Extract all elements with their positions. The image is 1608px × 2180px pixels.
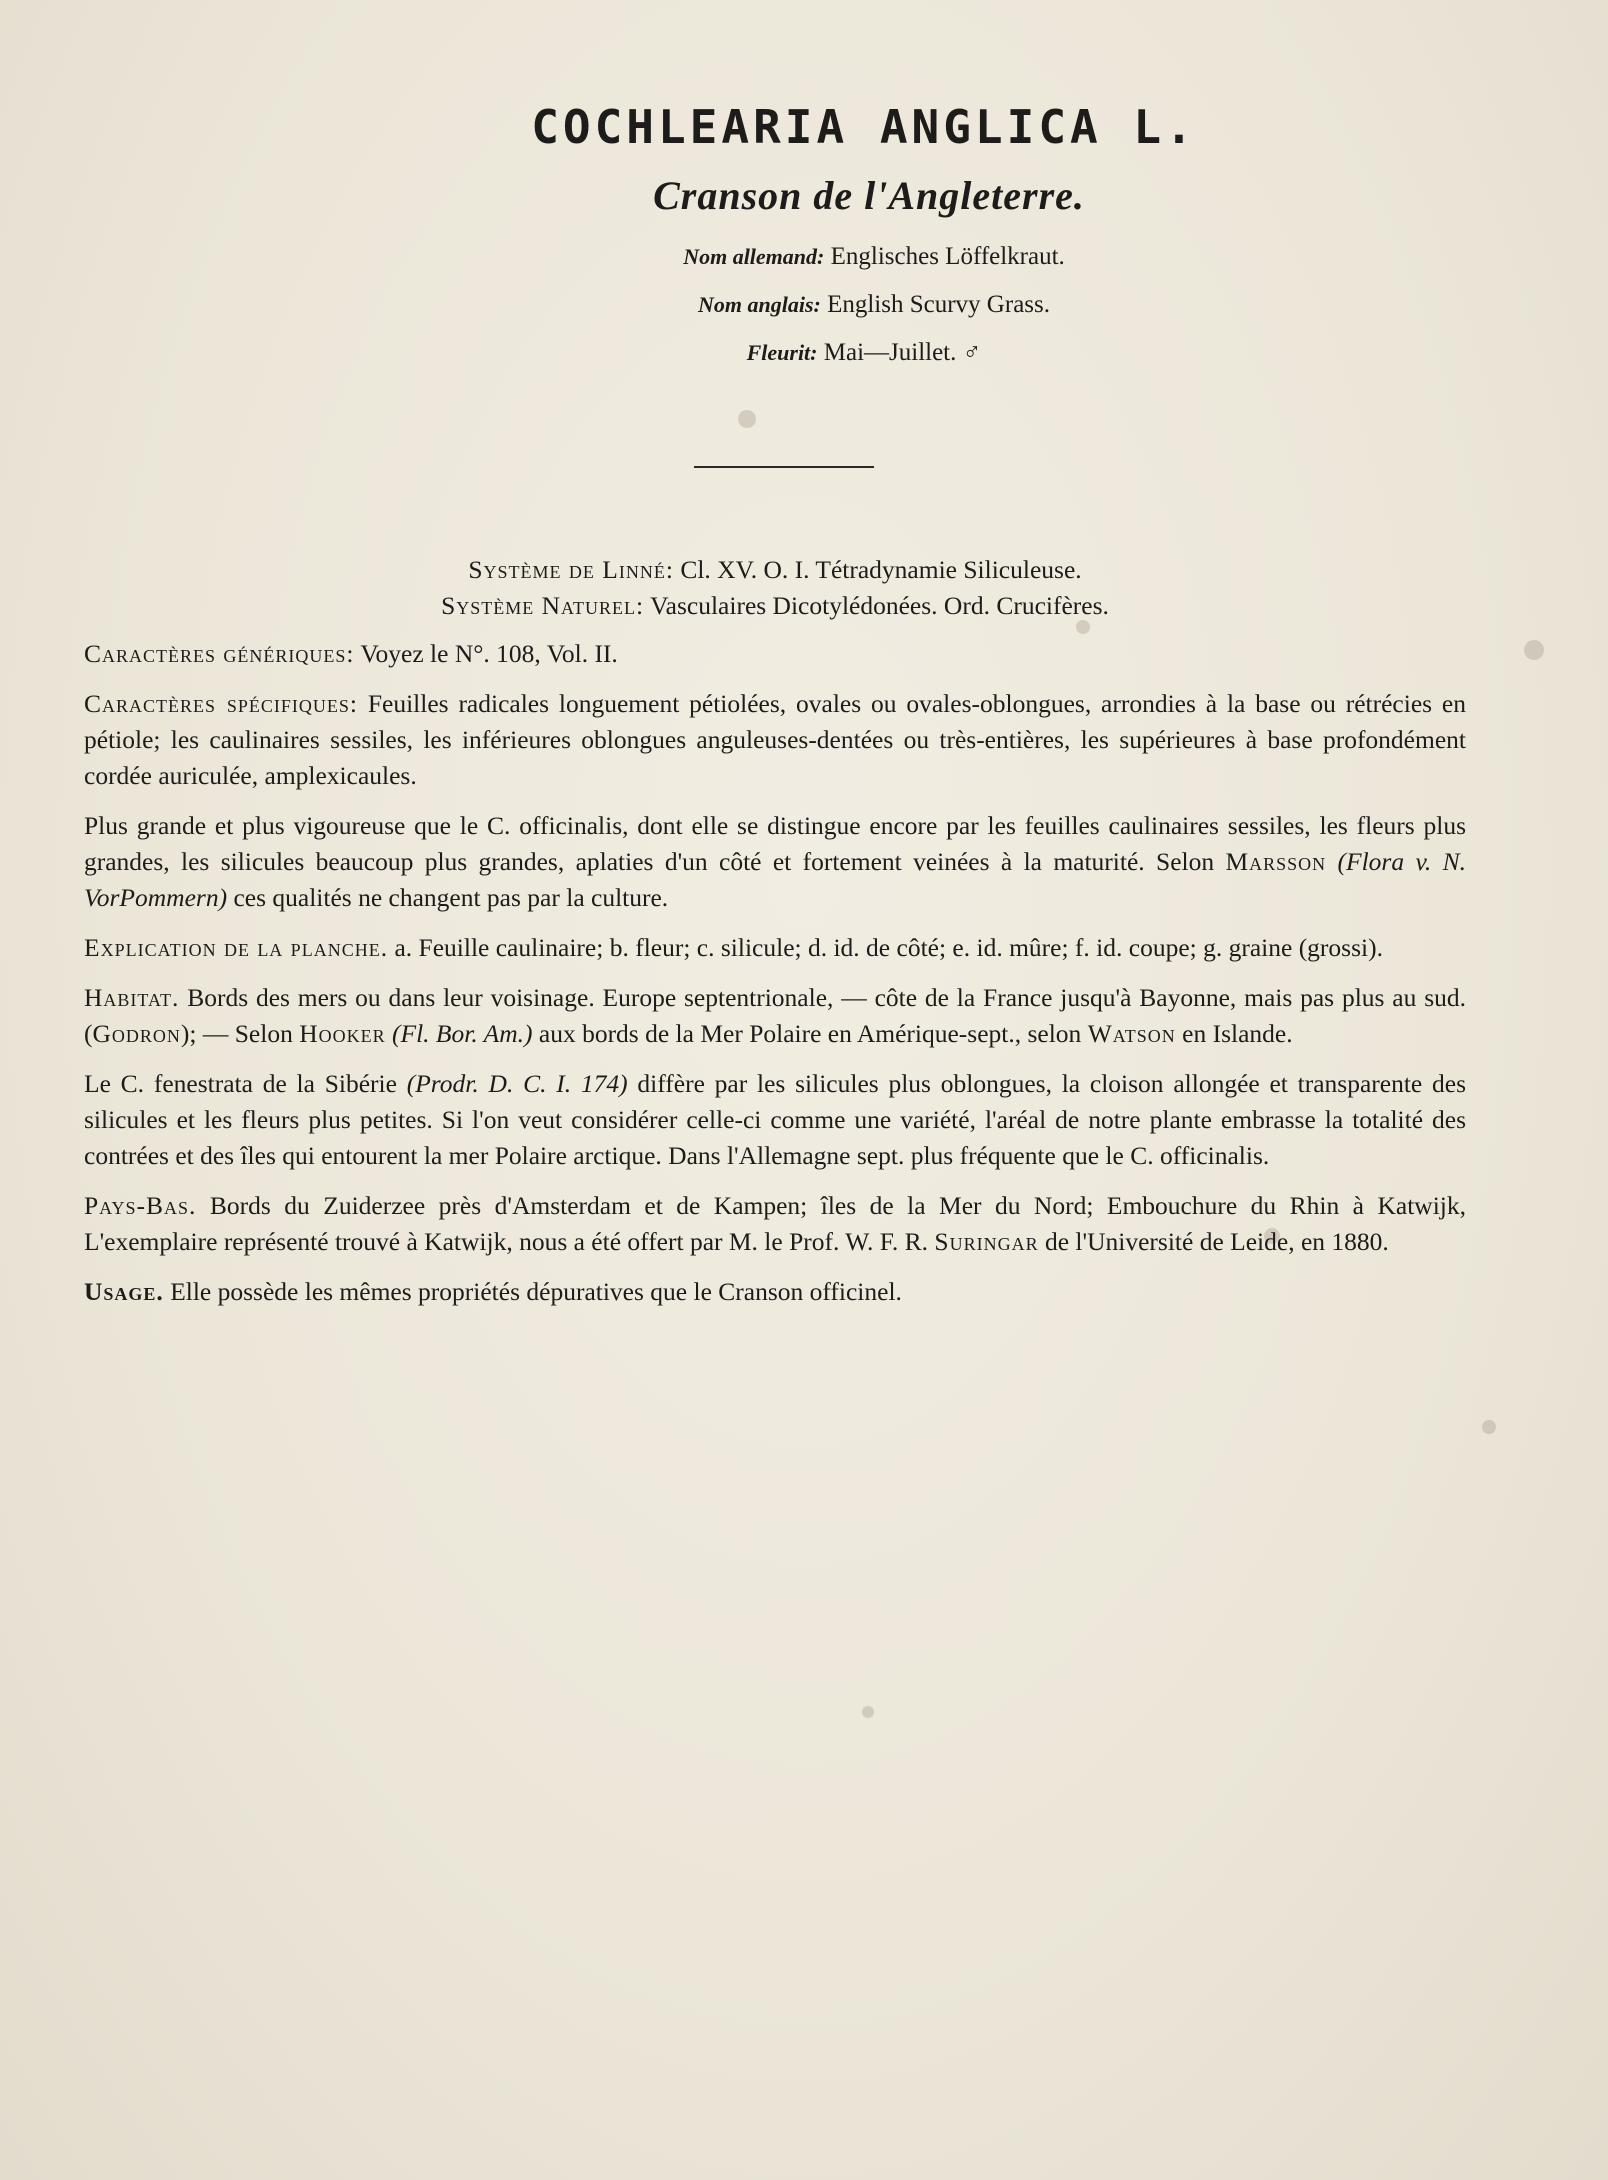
habitat-label: Habitat. xyxy=(84,983,180,1012)
comparison-text-1: Plus grande et plus vigoureuse que le C. officinalis, dont elle se distingue encore par les feuilles caulinaires sessiles, les fleurs plus grandes, les silicules beaucoup plus grandes, aplaties d'un côté et fortement veinées à la maturité. Selon xyxy=(84,811,1466,876)
fenestrata-paragraph xyxy=(84,1066,1466,1174)
generic-characters-paragraph xyxy=(84,636,1466,672)
specific-characters-paragraph xyxy=(84,686,1466,794)
usage-paragraph xyxy=(84,1274,1466,1310)
netherlands-text-1: Bords du Zuiderzee près d'Amsterdam et de Kampen; îles de la Mer du Nord; Embouchure du Rhin à Katwijk, L'exemplaire représenté trouvé à Katwijk, nous a été offert par M. le Prof. W. F. R. xyxy=(84,1191,1466,1256)
habitat-paragraph xyxy=(84,980,1466,1052)
paper-stain xyxy=(862,1706,874,1718)
natural-system-line xyxy=(84,588,1466,624)
german-name-value: Englisches Löffelkraut. xyxy=(830,243,1065,270)
paper-stain xyxy=(738,410,756,428)
linne-system-label: Système de Linné: xyxy=(468,555,674,584)
habitat-text-2: ); — Selon xyxy=(180,1019,293,1048)
usage-text: Elle possède les mêmes propriétés dépuratives que le Cranson officinel. xyxy=(170,1277,902,1306)
paper-stain xyxy=(1482,1420,1496,1434)
generic-characters-label: Caractères génériques: xyxy=(84,639,355,668)
plate-explanation-paragraph xyxy=(84,930,1466,966)
habitat-watson: Watson xyxy=(1087,1019,1176,1048)
linne-system-value: Cl. XV. O. I. Tétradynamie Siliculeuse. xyxy=(680,555,1082,584)
english-name-row xyxy=(140,281,1608,329)
habitat-hooker: Hooker xyxy=(299,1019,386,1048)
netherlands-suringar: Suringar xyxy=(934,1227,1039,1256)
usage-label: Usage. xyxy=(84,1277,164,1306)
common-names xyxy=(0,233,1608,377)
english-name-value: English Scurvy Grass. xyxy=(827,291,1050,318)
page-subtitle: Cranson de l'Angleterre. xyxy=(653,173,1085,218)
specific-characters-text: Feuilles radicales longuement pétiolées, ovales ou ovales-oblongues, arrondies à la base ou rétrécies en pétiole; les caulinaires sessiles, les inférieures oblongues anguleuses-dentées ou très-entières, les supérieures à base profondément cordée auriculée, amplexicaules. xyxy=(84,689,1466,790)
comparison-reference: (Flora v. N. VorPommern) xyxy=(84,847,1466,912)
german-name-label: Nom allemand: xyxy=(683,244,825,269)
comparison-text-2: ces qualités ne changent pas par la culture. xyxy=(233,883,669,912)
flowering-value: Mai—Juillet. ♂ xyxy=(823,339,982,366)
comparison-author: Marsson xyxy=(1225,847,1327,876)
netherlands-label: Pays-Bas. xyxy=(84,1191,197,1220)
natural-system-value: Vasculaires Dicotylédonées. Ord. Crucifères. xyxy=(650,591,1109,620)
fenestrata-text-1: Le C. fenestrata de la Sibérie xyxy=(84,1069,397,1098)
linne-system-line xyxy=(84,552,1466,588)
plate-explanation-text: a. Feuille caulinaire; b. fleur; c. silicule; d. id. de côté; e. id. mûre; f. id. coupe; g. graine (grossi). xyxy=(394,933,1383,962)
habitat-text-3: aux bords de la Mer Polaire en Amérique-sept., selon xyxy=(538,1019,1082,1048)
english-name-label: Nom anglais: xyxy=(697,292,821,317)
plate-explanation-label: Explication de la planche. xyxy=(84,933,389,962)
specific-characters-label: Caractères spécifiques: xyxy=(84,689,358,718)
german-name-row xyxy=(140,233,1608,281)
divider-rule xyxy=(694,466,874,468)
flowering-label: Fleurit: xyxy=(746,340,818,365)
habitat-reference: (Fl. Bor. Am.) xyxy=(392,1019,533,1048)
flowering-row xyxy=(120,329,1608,377)
fenestrata-reference: (Prodr. D. C. I. 174) xyxy=(406,1069,628,1098)
habitat-text-4: en Islande. xyxy=(1182,1019,1293,1048)
natural-system-label: Système Naturel: xyxy=(441,591,645,620)
paper-stain xyxy=(1524,640,1544,660)
page-title: COCHLEARIA ANGLICA L. xyxy=(531,100,1197,154)
habitat-godron: Godron xyxy=(92,1019,181,1048)
fenestrata-text-2: diffère par les silicules plus oblongues, la cloison allongée et transparente des silicules et les fleurs plus petites. Si l'on veut considérer celle-ci comme une variété, l'aréal de notre plante embrasse la totalité des contrées et des îles qui entourent la mer Polaire arctique. Dans l'Allemagne sept. plus fréquente que le C. officinalis. xyxy=(84,1069,1467,1170)
page-header xyxy=(0,100,1608,377)
netherlands-paragraph xyxy=(84,1188,1466,1260)
habitat-text-1: Bords des mers ou dans leur voisinage. Europe septentrionale, — côte de la France jusqu'à Bayonne, mais pas plus au sud. ( xyxy=(84,983,1466,1048)
document-body xyxy=(84,552,1466,1324)
netherlands-text-2: de l'Université de Leide, en 1880. xyxy=(1044,1227,1389,1256)
comparison-paragraph xyxy=(84,808,1466,916)
generic-characters-text: Voyez le N°. 108, Vol. II. xyxy=(360,639,618,668)
